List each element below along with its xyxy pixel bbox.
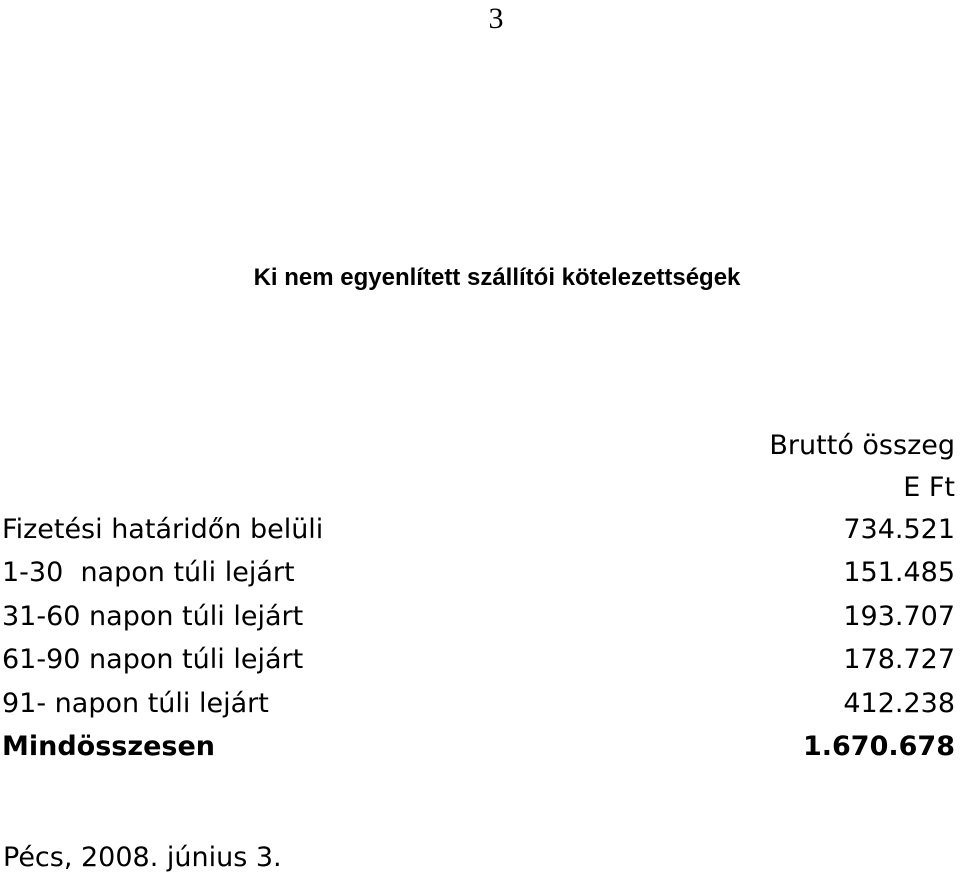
table-row [2,551,955,595]
total-value: 1.670.678 [802,731,955,762]
row-label: 91- napon túli lejárt [2,687,269,719]
page-number: 3 [488,2,504,35]
column-header: Bruttó összeg [769,430,955,461]
row-label: 31-60 napon túli lejárt [2,600,304,632]
total-row [2,725,955,769]
liabilities-table [2,424,955,769]
table-row [2,638,955,682]
row-label: 1-30 napon túli lejárt [2,557,295,588]
row-label: 61-90 napon túli lejárt [2,644,304,675]
column-unit: E Ft [903,471,955,503]
row-value: 734.521 [843,513,955,545]
row-value: 193.707 [843,600,955,632]
row-value: 412.238 [843,687,955,719]
row-value: 178.727 [843,644,955,675]
row-label: Fizetési határidőn belüli [2,513,324,545]
table-row [2,508,955,552]
column-header-row [2,424,955,468]
document-title: Ki nem egyenlített szállítói kötelezettségek [253,264,741,291]
row-value: 151.485 [843,557,955,588]
place-date: Pécs, 2008. június 3. [3,842,282,873]
table-row [2,682,955,726]
table-row [2,595,955,639]
column-unit-row [2,468,955,508]
total-label: Mindösszesen [2,731,215,762]
